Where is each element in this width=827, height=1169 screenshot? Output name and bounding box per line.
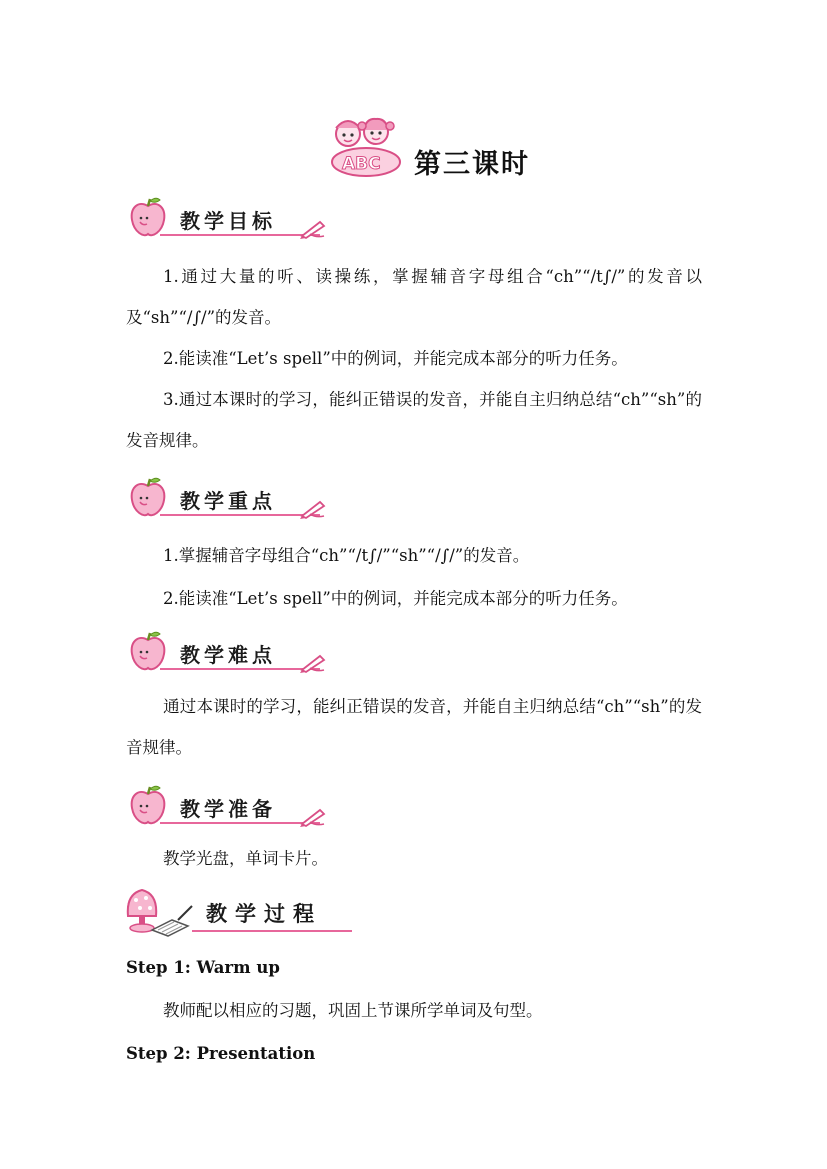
section-header-preparation (126, 784, 336, 830)
section-title: 教学准备 (180, 797, 276, 821)
section-title: 教学目标 (180, 209, 276, 233)
lesson-title: 第三课时 (414, 149, 530, 180)
difficulty-item-1: 通过本课时的学习，能纠正错误的发音，并能自主归纳总结“ch”“sh”的发音规律。 (126, 697, 702, 757)
section-header-objectives (126, 196, 336, 242)
pen-icon (298, 498, 328, 520)
pen-icon (298, 218, 328, 240)
lamp-book-icon (122, 886, 198, 938)
key-point-item-2: 2.能读准“Let’s spell”中的例词，并能完成本部分的听力任务。 (163, 589, 628, 608)
svg-text:ABC: ABC (342, 154, 381, 174)
lesson-title-block (326, 114, 546, 184)
pen-icon (298, 806, 328, 828)
key-point-item-1: 1.掌握辅音字母组合“ch”“/t∫/”“sh”“/∫/”的发音。 (163, 546, 530, 565)
section-title: 教学重点 (180, 489, 276, 513)
section-header-key-points (126, 476, 336, 522)
objective-item-2: 2.能读准“Let’s spell”中的例词，并能完成本部分的听力任务。 (163, 349, 628, 368)
objective-item-1: 1.通过大量的听、读操练，掌握辅音字母组合“ch”“/t∫/”的发音以及“sh”“/∫/”的发音。 (126, 267, 702, 327)
kids-abc-icon (326, 114, 412, 180)
step-2-title: Step 2: Presentation (126, 1044, 316, 1063)
step-1-text: 教师配以相应的习题，巩固上节课所学单词及句型。 (163, 1001, 543, 1020)
objective-item-3: 3.通过本课时的学习，能纠正错误的发音，并能自主归纳总结“ch”“sh”的发音规律。 (126, 390, 702, 450)
section-title: 教学难点 (180, 643, 276, 667)
pen-icon (298, 652, 328, 674)
section-underline (160, 514, 320, 516)
section-underline (160, 668, 320, 670)
section-underline (160, 822, 320, 824)
preparation-item-1: 教学光盘，单词卡片。 (163, 849, 328, 868)
section-underline (192, 930, 352, 932)
step-1-title: Step 1: Warm up (126, 958, 280, 977)
section-title: 教学过程 (206, 902, 322, 926)
section-header-process (122, 886, 362, 938)
section-header-difficulties (126, 630, 336, 676)
section-underline (160, 234, 320, 236)
